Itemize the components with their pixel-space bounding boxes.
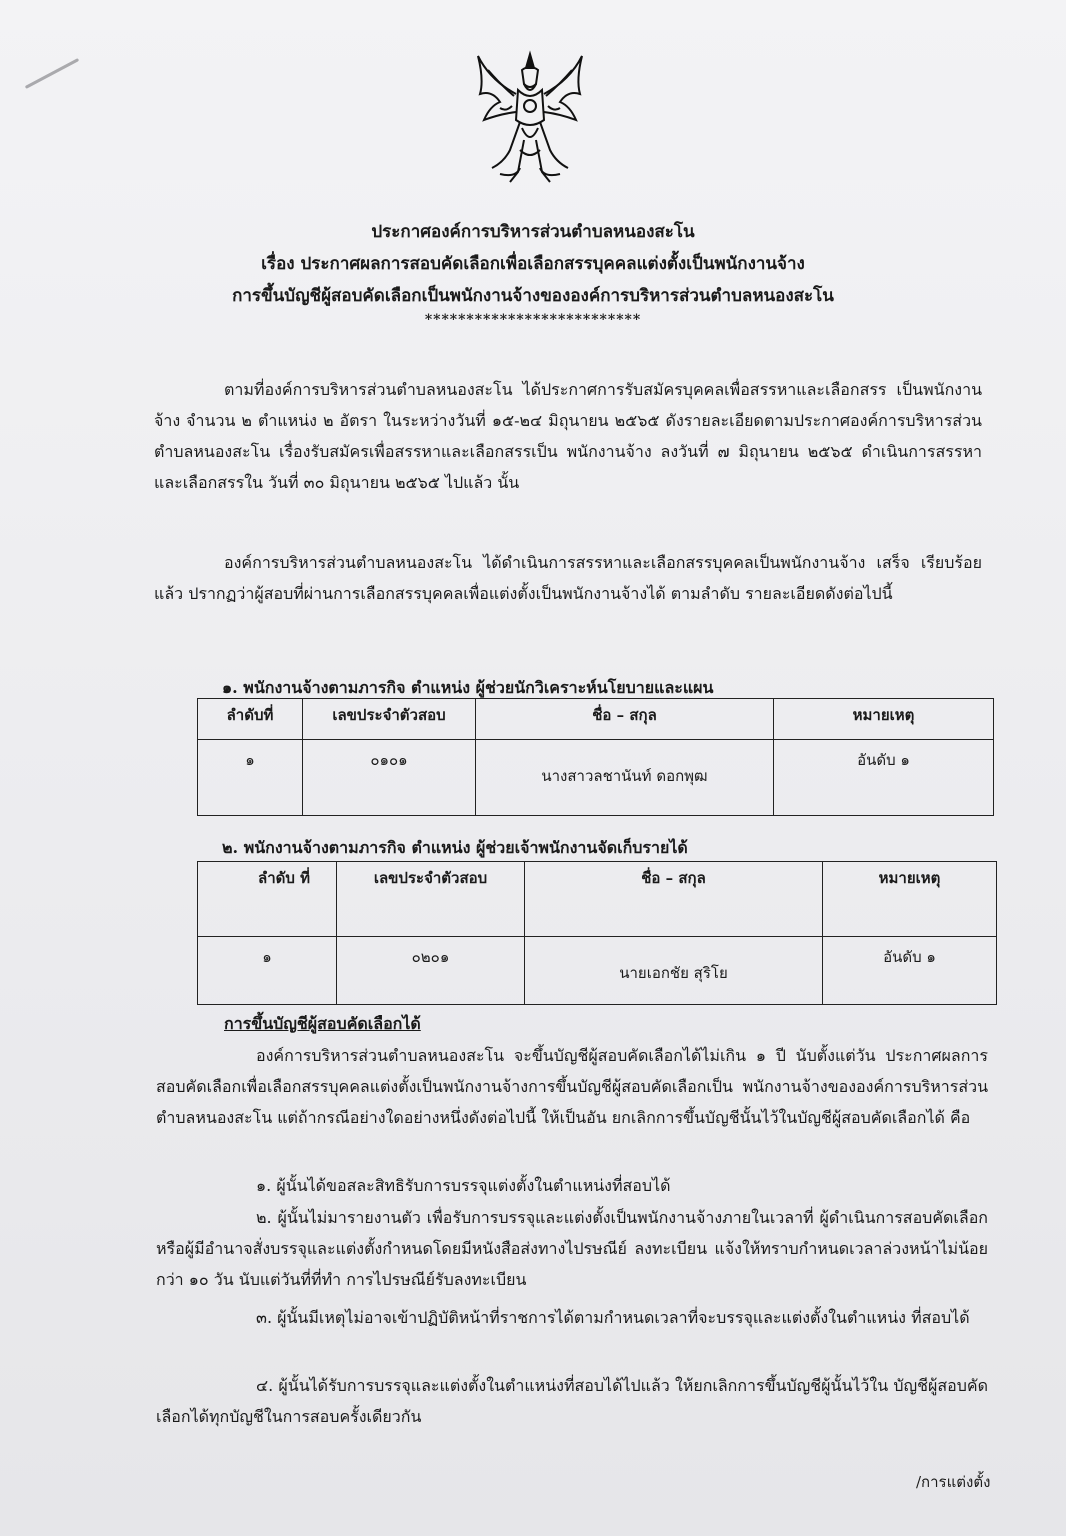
listing-title: การขึ้นบัญชีผู้สอบคัดเลือกได้ xyxy=(224,1014,421,1033)
col-exam-id: เลขประจำตัวสอบ xyxy=(303,699,476,740)
cell-order: ๑ xyxy=(198,740,303,816)
header-line-3: การขึ้นบัญชีผู้สอบคัดเลือกเป็นพนักงานจ้างขององค์การบริหารส่วนตำบลหนองสะโน xyxy=(232,286,834,306)
table-header-row xyxy=(198,862,997,937)
col-order: ลำดับที่ xyxy=(198,699,303,740)
paragraph-1: ตามที่องค์การบริหารส่วนตำบลหนองสะโน ได้ประกาศการรับสมัครบุคคลเพื่อสรรหาและเลือกสรร เป็นพนักงานจ้าง จำนวน ๒ ตำแหน่ง ๒ อัตรา ในระหว่างวันที่ ๑๕-๒๔ มิถุนายน ๒๕๖๕ ดังรายละเอียดตามประกาศองค์การบริหารส่วนตำบลหนองสะโน เรื่องรับสมัครเพื่อสรรหาและเลือกสรรเป็น พนักงานจ้าง ลงวันที่ ๗ มิถุนายน ๒๕๖๕ ดำเนินการสรรหาและเลือกสรรใน วันที่ ๓๐ มิถุนายน ๒๕๖๕ ไปแล้ว นั้น xyxy=(154,380,982,492)
table-row xyxy=(198,937,997,1005)
cell-name-text: นายเอกชัย สุริโย xyxy=(619,964,728,982)
listing-paragraph: องค์การบริหารส่วนตำบลหนองสะโน จะขึ้นบัญชีผู้สอบคัดเลือกได้ไม่เกิน ๑ ปี นับตั้งแต่วัน ประกาศผลการสอบคัดเลือกเพื่อเลือกสรรบุคคลแต่งตั้งเป็นพนักงานจ้างการขึ้นบัญชีผู้สอบคัดเลือกเป็น พนักงานจ้างขององค์การบริหารส่วนตำบลหนองสะโน แต่ถ้ากรณีอย่างใดอย่างหนึ่งดังต่อไปนี้ ให้เป็นอัน ยกเลิกการขึ้นบัญชีนั้นไว้ในบัญชีผู้สอบคัดเลือกได้ คือ xyxy=(156,1046,988,1127)
col-exam-id: เลขประจำตัวสอบ xyxy=(337,862,525,937)
cell-order: ๑ xyxy=(198,937,337,1005)
header-divider: ************************** xyxy=(424,312,642,328)
listing-item-4: ๔. ผู้นั้นได้รับการบรรจุและแต่งตั้งในตำแหน่งที่สอบได้ไปแล้ว ให้ยกเลิกการขึ้นบัญชีผู้นั้นไว้ใน บัญชีผู้สอบคัดเลือกได้ทุกบัญชีในการสอบครั้งเดียวกัน xyxy=(156,1376,988,1426)
paragraph-2: องค์การบริหารส่วนตำบลหนองสะโน ได้ดำเนินการสรรหาและเลือกสรรบุคคลเป็นพนักงานจ้าง เสร็จ เรียบร้อยแล้ว ปรากฏว่าผู้สอบที่ผ่านการเลือกสรรบุคคลเพื่อแต่งตั้งเป็นพนักงานจ้างได้ ตามลำดับ รายละเอียดดังต่อไปนี้ xyxy=(154,553,982,603)
table-row xyxy=(198,740,994,816)
listing-item-2: ๒. ผู้นั้นไม่มารายงานตัว เพื่อรับการบรรจุและแต่งตั้งเป็นพนักงานจ้างภายในเวลาที่ ผู้ดำเนินการสอบคัดเลือกหรือผู้มีอำนาจสั่งบรรจุและแต่งตั้งกำหนดโดยมีหนังสือส่งทางไปรษณีย์ ลงทะเบียน แจ้งให้ทราบกำหนดเวลาล่วงหน้าไม่น้อยกว่า ๑๐ วัน นับแต่วันที่ที่ทำ การไปรษณีย์รับลงทะเบียน xyxy=(156,1208,988,1289)
col-name: ชื่อ – สกุล xyxy=(525,862,823,937)
cell-exam-id: ๐๑๐๑ xyxy=(303,740,476,816)
header-line-1: ประกาศองค์การบริหารส่วนตำบลหนองสะโน xyxy=(371,222,695,242)
section-2-title: ๒. พนักงานจ้างตามภารกิจ ตำแหน่ง ผู้ช่วยเจ้าพนักงานจัดเก็บรายได้ xyxy=(222,838,688,857)
col-remark: หมายเหตุ xyxy=(823,862,997,937)
listing-item-3: ๓. ผู้นั้นมีเหตุไม่อาจเข้าปฏิบัติหน้าที่ราชการได้ตามกำหนดเวลาที่จะบรรจุและแต่งตั้งในตำแหน่ง ที่สอบได้ xyxy=(256,1308,970,1327)
continuation-marker: /การแต่งตั้ง xyxy=(916,1473,991,1491)
results-table-1 xyxy=(197,698,994,816)
cell-exam-id: ๐๒๐๑ xyxy=(337,937,525,1005)
results-table-2 xyxy=(197,861,997,1005)
col-order: ลำดับ ที่ xyxy=(198,862,337,937)
cell-remark: อันดับ ๑ xyxy=(823,937,997,1005)
col-name: ชื่อ – สกุล xyxy=(476,699,774,740)
cell-name xyxy=(525,937,823,1005)
table-header-row xyxy=(198,699,994,740)
cell-name xyxy=(476,740,774,816)
cell-remark: อันดับ ๑ xyxy=(774,740,994,816)
header-line-2: เรื่อง ประกาศผลการสอบคัดเลือกเพื่อเลือกสรรบุคคลแต่งตั้งเป็นพนักงานจ้าง xyxy=(261,254,805,274)
garuda-emblem-icon xyxy=(470,50,590,190)
pen-mark xyxy=(25,58,79,89)
cell-name-text: นางสาวลชานันท์ ดอกพุฒ xyxy=(541,767,708,785)
section-1-title: ๑. พนักงานจ้างตามภารกิจ ตำแหน่ง ผู้ช่วยนักวิเคราะห์นโยบายและแผน xyxy=(222,678,714,697)
col-remark: หมายเหตุ xyxy=(774,699,994,740)
listing-item-1: ๑. ผู้นั้นได้ขอสละสิทธิรับการบรรจุแต่งตั้งในตำแหน่งที่สอบได้ xyxy=(256,1176,671,1195)
